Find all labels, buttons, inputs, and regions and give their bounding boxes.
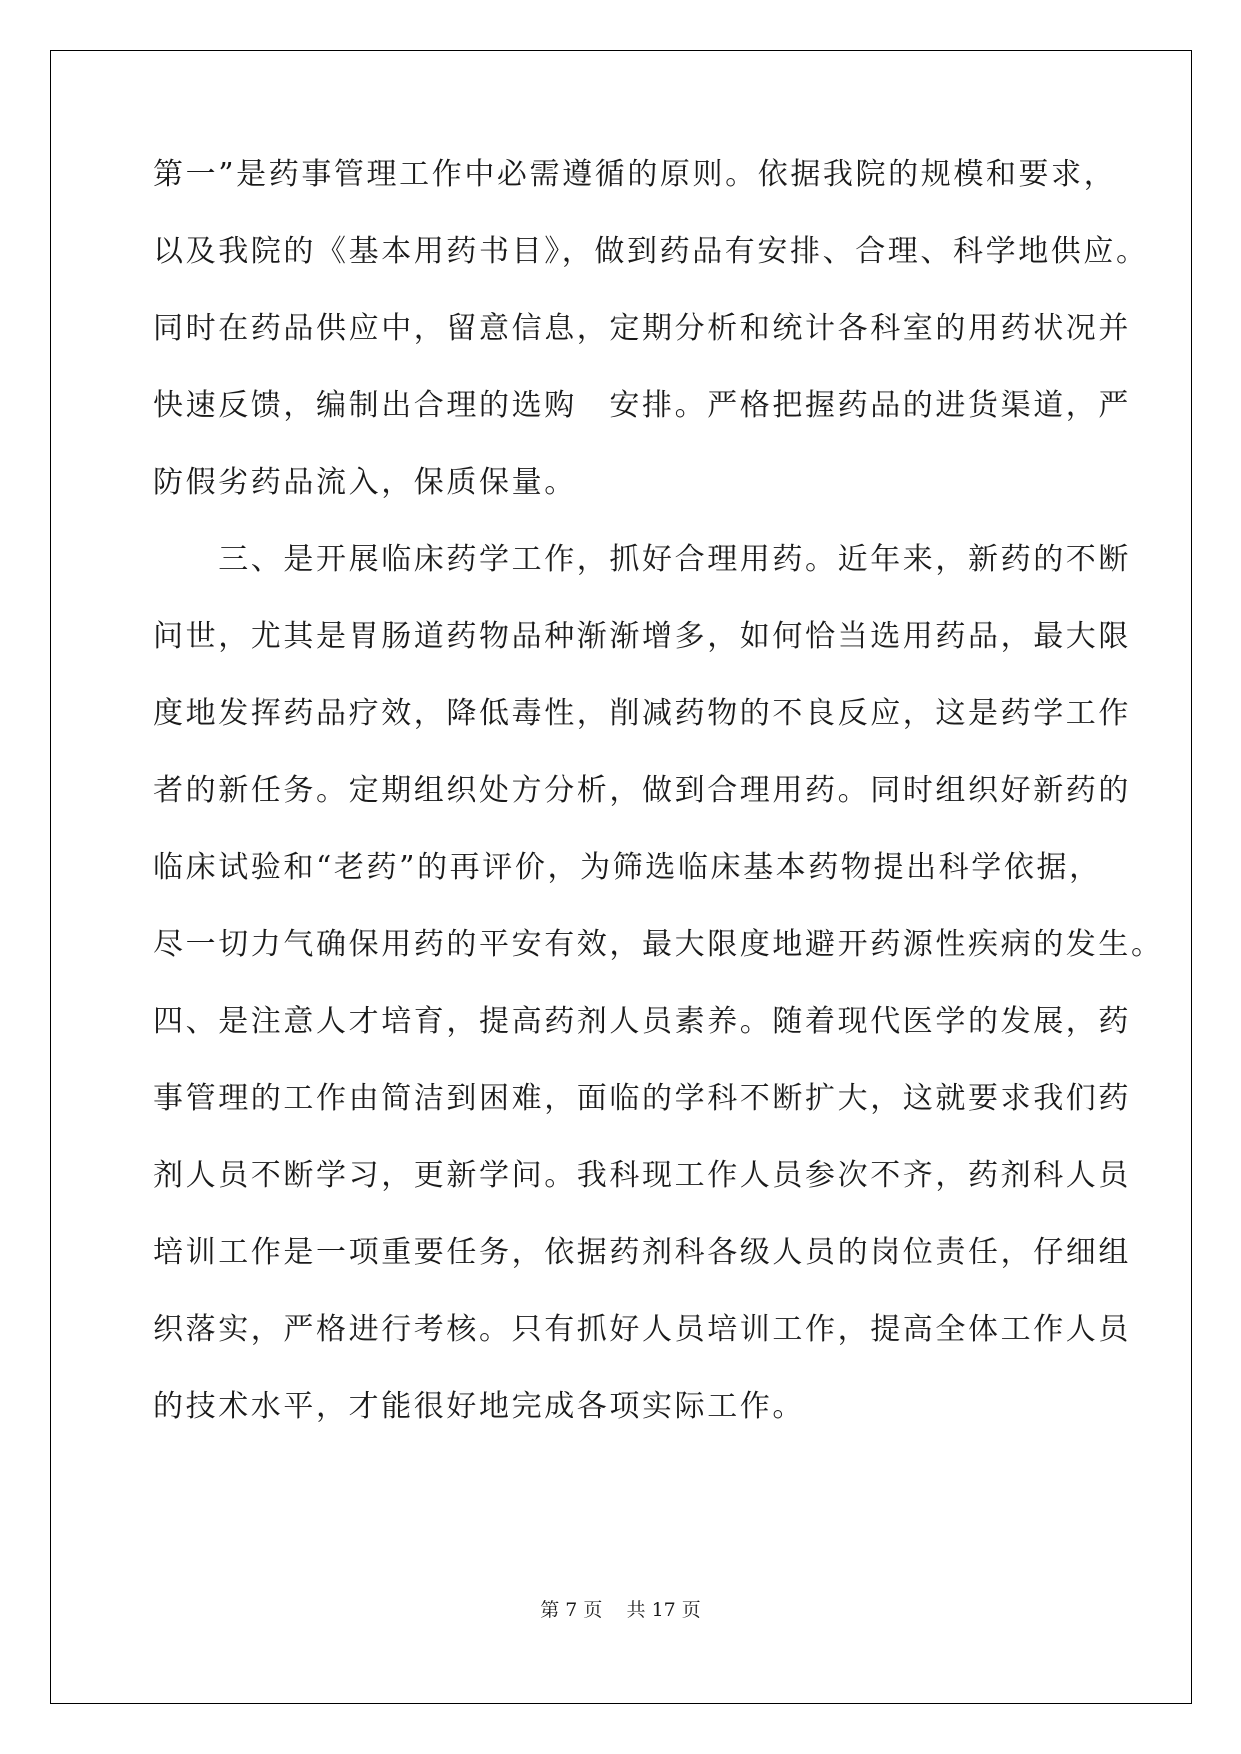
text-line: 以及我院的《基本用药书目》，做到药品有安排、合理、科学地供应。 [153, 234, 1149, 269]
text-line: 同时在药品供应中，留意信息，定期分析和统计各科室的用药状况并 [153, 311, 1131, 346]
text-line: 问世，尤其是胃肠道药物品种渐渐增多，如何恰当选用药品，最大限 [153, 619, 1131, 654]
text-line: 防假劣药品流入，保质保量。 [153, 465, 577, 500]
text-line: 者的新任务。定期组织处方分析，做到合理用药。同时组织好新药的 [153, 773, 1131, 808]
page-footer [0, 1598, 1241, 1622]
text-line: 事管理的工作由简洁到困难，面临的学科不断扩大，这就要求我们药 [153, 1081, 1131, 1116]
text-line: 第一”是药事管理工作中必需遵循的原则。依据我院的规模和要求， [153, 157, 1117, 192]
text-line: 剂人员不断学习，更新学问。我科现工作人员参次不齐，药剂科人员 [153, 1158, 1131, 1193]
text-line: 尽一切力气确保用药的平安有效，最大限度地避开药源性疾病的发生。 [153, 927, 1164, 962]
text-line: 度地发挥药品疗效，降低毒性，削减药物的不良反应，这是药学工作 [153, 696, 1131, 731]
text-line: 临床试验和“老药”的再评价，为筛选临床基本药物提出科学依据， [153, 850, 1102, 885]
text-line: 快速反馈，编制出合理的选购 安排。严格把握药品的进货渠道，严 [153, 388, 1131, 423]
text-line: 培训工作是一项重要任务，依据药剂科各级人员的岗位责任，仔细组 [153, 1235, 1131, 1270]
text-line: 四、是注意人才培育，提高药剂人员素养。随着现代医学的发展，药 [153, 1004, 1131, 1039]
text-line: 三、是开展临床药学工作，抓好合理用药。近年来，新药的不断 [153, 542, 1131, 577]
text-line: 织落实，严格进行考核。只有抓好人员培训工作，提高全体工作人员 [153, 1312, 1131, 1347]
text-line: 的技术水平，才能很好地完成各项实际工作。 [153, 1389, 805, 1424]
page-total: 共 17 页 [626, 1599, 701, 1621]
page-number: 第 7 页 [540, 1599, 603, 1621]
